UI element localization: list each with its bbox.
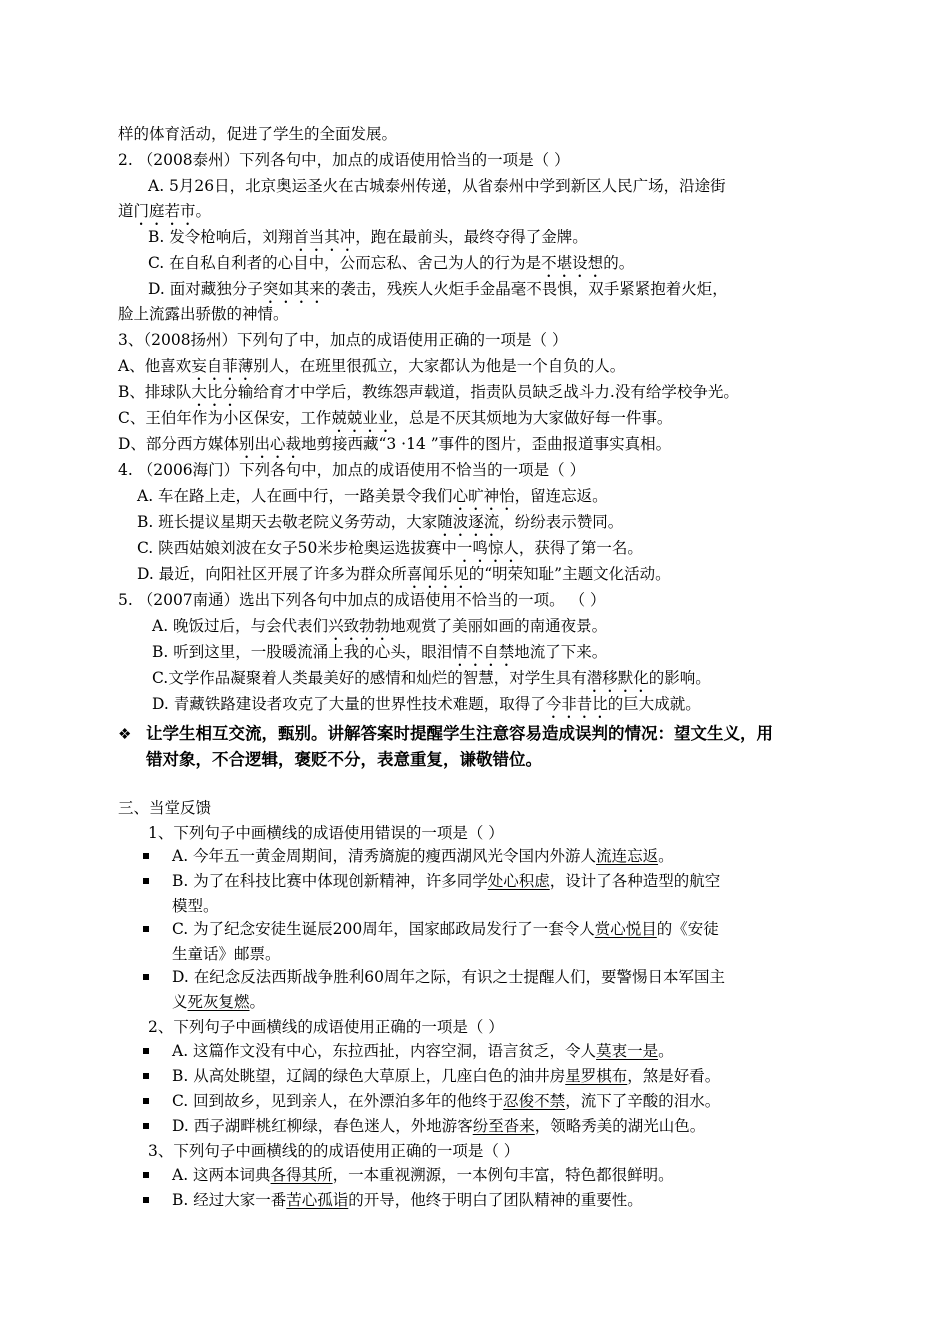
exercise3-option-a: A. 这两本词典各得其所，一本重视溯源，一本例句丰富，特色都很鲜明。 <box>172 1166 674 1184</box>
q3-option-c: C、王伯年作为小区保安，工作兢兢业业，总是不厌其烦地为大家做好每一件事。 <box>118 409 673 427</box>
exercise2-option-d: D. 西子湖畔桃红柳绿，春色迷人，外地游客纷至沓来，领略秀美的湖光山色。 <box>172 1117 706 1135</box>
square-bullet-icon <box>143 926 149 932</box>
q5-option-b: B. 听到这里，一股暖流涌上我的心头，眼泪情不自禁地流了下来。 <box>152 643 608 661</box>
q3-option-a: A、他喜欢妄自菲薄别人，在班里很孤立，大家都认为他是一个自负的人。 <box>118 357 626 375</box>
exercise2-stem: 2、下列句子中画横线的成语使用正确的一项是（ ） <box>148 1018 504 1036</box>
dotted-idiom: 兢兢业业 <box>331 409 394 427</box>
exercise1-stem: 1、下列句子中画横线的成语使用错误的一项是（ ） <box>148 824 504 842</box>
underlined-idiom: 纷至沓来 <box>472 1117 535 1135</box>
q3-stem: 3、（2008扬州）下列句了中，加点的成语使用正确的一项是（ ） <box>118 331 568 349</box>
dotted-idiom: 随波逐流 <box>437 513 500 531</box>
dotted-idiom: 不堪设想 <box>541 254 604 272</box>
q2-option-c: C. 在自私自利者的心目中，公而忘私、舍己为人的行为是不堪设想的。 <box>148 254 635 272</box>
dotted-idiom: 门庭若市 <box>133 202 196 220</box>
q5-option-d: D. 青藏铁路建设者攻克了大量的世界性技术难题，取得了今非昔比的巨大成就。 <box>152 695 701 713</box>
exercise1-option-b-line1: B. 为了在科技比赛中体现创新精神，许多同学处心积虑，设计了各种造型的航空 <box>172 872 721 890</box>
q4-option-a: A. 车在路上走，人在画中行，一路美景令我们心旷神怡，留连忘返。 <box>137 487 608 505</box>
dotted-idiom: 首当其冲 <box>293 228 356 246</box>
q5-option-a: A. 晚饭过后，与会代表们兴致勃勃地观赏了美丽如画的南通夜景。 <box>152 617 608 635</box>
q4-option-b: B. 班长提议星期天去敬老院义务劳动，大家随波逐流，纷纷表示赞同。 <box>137 513 624 531</box>
exercise1-option-d-line2: 义死灰复燃。 <box>172 993 266 1011</box>
exercise2-option-b: B. 从高处眺望，辽阔的绿色大草原上，几座白色的油井房星罗棋布，煞是好看。 <box>172 1067 721 1085</box>
exercise1-option-c-line1: C. 为了纪念安徒生诞辰200周年，国家邮政局发行了一套令人赏心悦目的《安徒 <box>172 920 719 938</box>
dotted-idiom: 潜移默化 <box>586 669 649 687</box>
dotted-idiom: 心旷神怡 <box>452 487 515 505</box>
dotted-idiom: 情不自禁 <box>452 643 515 661</box>
exercise2-option-a: A. 这篇作文没有中心，东拉西扯，内容空洞，语言贫乏，令人莫衷一是。 <box>172 1042 674 1060</box>
intro-line: 样的体育活动，促进了学生的全面发展。 <box>118 125 398 143</box>
underlined-idiom: 忍俊不禁 <box>503 1092 566 1110</box>
dotted-idiom: 别出心裁 <box>238 435 301 453</box>
q2-option-d-line2: 脸上流露出骄傲的神情。 <box>118 305 289 323</box>
q5-option-c: C.文学作品凝聚着人类最美好的感情和灿烂的智慧，对学生具有潜移默化的影响。 <box>152 669 711 687</box>
exercise1-option-c-line2: 生童话》邮票。 <box>172 945 281 963</box>
exercise1-option-b-line2: 模型。 <box>172 897 219 915</box>
underlined-idiom: 死灰复燃 <box>187 993 250 1011</box>
exercise1-option-a: A. 今年五一黄金周期间，清秀旖旎的瘦西湖风光令国内外游人流连忘返。 <box>172 847 674 865</box>
dotted-idiom: 一鸣惊人 <box>456 539 519 557</box>
underlined-idiom: 星罗棋布 <box>565 1067 628 1085</box>
note-line2: 错对象，不合逻辑，褒贬不分，表意重复，谦敬错位。 <box>146 750 542 769</box>
underlined-idiom: 处心积虑 <box>487 872 550 890</box>
q2-option-d-line1: D. 面对藏独分子突如其来的袭击，残疾人火炬手金晶毫不畏惧，双手紧紧抱着火炬， <box>148 280 728 298</box>
section-title: 三、当堂反馈 <box>118 799 212 817</box>
note-line1: 让学生相互交流，甄别。讲解答案时提醒学生注意容易造成误判的情况：望文生义，用 <box>146 724 773 743</box>
square-bullet-icon <box>143 853 149 859</box>
square-bullet-icon <box>143 1098 149 1104</box>
square-bullet-icon <box>143 1073 149 1079</box>
dotted-idiom: 今非昔比 <box>545 695 608 713</box>
q2-option-a-line2: 道门庭若市。 <box>118 202 212 220</box>
exercise3-option-b: B. 经过大家一番苦心孤诣的开导，他终于明白了团队精神的重要性。 <box>172 1191 643 1209</box>
q3-option-b: B、排球队大比分输给育才中学后，教练怨声载道，指责队员缺乏战斗力.没有给学校争光。 <box>118 383 739 401</box>
q2-option-b: B. 发令枪响后，刘翔首当其冲，跑在最前头，最终夺得了金牌。 <box>148 228 588 246</box>
square-bullet-icon <box>143 974 149 980</box>
q5-stem: 5. （2007南通）选出下列各句中加点的成语使用不恰当的一项。 （ ） <box>118 591 606 609</box>
q2-stem: 2. （2008泰州）下列各句中，加点的成语使用恰当的一项是（ ） <box>118 151 570 169</box>
square-bullet-icon <box>143 1197 149 1203</box>
diamond-bullet-icon: ❖ <box>118 725 132 743</box>
dotted-idiom: 妄自菲薄 <box>191 357 254 375</box>
q3-option-d: D、部分西方媒体别出心裁地剪接西藏“3 ·14 ”事件的图片，歪曲报道事实真相。 <box>118 435 672 453</box>
square-bullet-icon <box>143 1048 149 1054</box>
underlined-idiom: 苦心孤诣 <box>286 1191 349 1209</box>
underlined-idiom: 赏心悦目 <box>594 920 657 938</box>
square-bullet-icon <box>143 1172 149 1178</box>
q4-option-c: C. 陕西姑娘刘波在女子50米步枪奥运选拔赛中一鸣惊人，获得了第一名。 <box>137 539 643 557</box>
exercise2-option-c: C. 回到故乡，见到亲人，在外漂泊多年的他终于忍俊不禁，流下了辛酸的泪水。 <box>172 1092 721 1110</box>
dotted-idiom: 喜闻乐见 <box>406 565 469 583</box>
underlined-idiom: 流连忘返 <box>596 847 659 865</box>
dotted-idiom: 兴致勃勃 <box>328 617 391 635</box>
dotted-idiom: 突如其来 <box>262 280 325 298</box>
dotted-idiom: 大比分 <box>191 383 238 401</box>
exercise1-option-d-line1: D. 在纪念反法西斯战争胜利60周年之际，有识之士提醒人们，要警惕日本军国主 <box>172 968 725 986</box>
underlined-idiom: 各得其所 <box>270 1166 333 1184</box>
square-bullet-icon <box>143 878 149 884</box>
exercise3-stem: 3、下列句子中画横线的的成语使用正确的一项是（ ） <box>148 1142 520 1160</box>
q4-option-d: D. 最近，向阳社区开展了许多为群众所喜闻乐见的“明荣知耻”主题文化活动。 <box>137 565 671 583</box>
underlined-idiom: 莫衷一是 <box>596 1042 659 1060</box>
q4-stem: 4. （2006海门）下列各句中，加点的成语使用不恰当的一项是（ ） <box>118 461 586 479</box>
q2-option-a-line1: A. 5月26日，北京奥运圣火在古城泰州传递，从省泰州中学到新区人民广场，沿途街 <box>148 177 726 195</box>
square-bullet-icon <box>143 1123 149 1129</box>
